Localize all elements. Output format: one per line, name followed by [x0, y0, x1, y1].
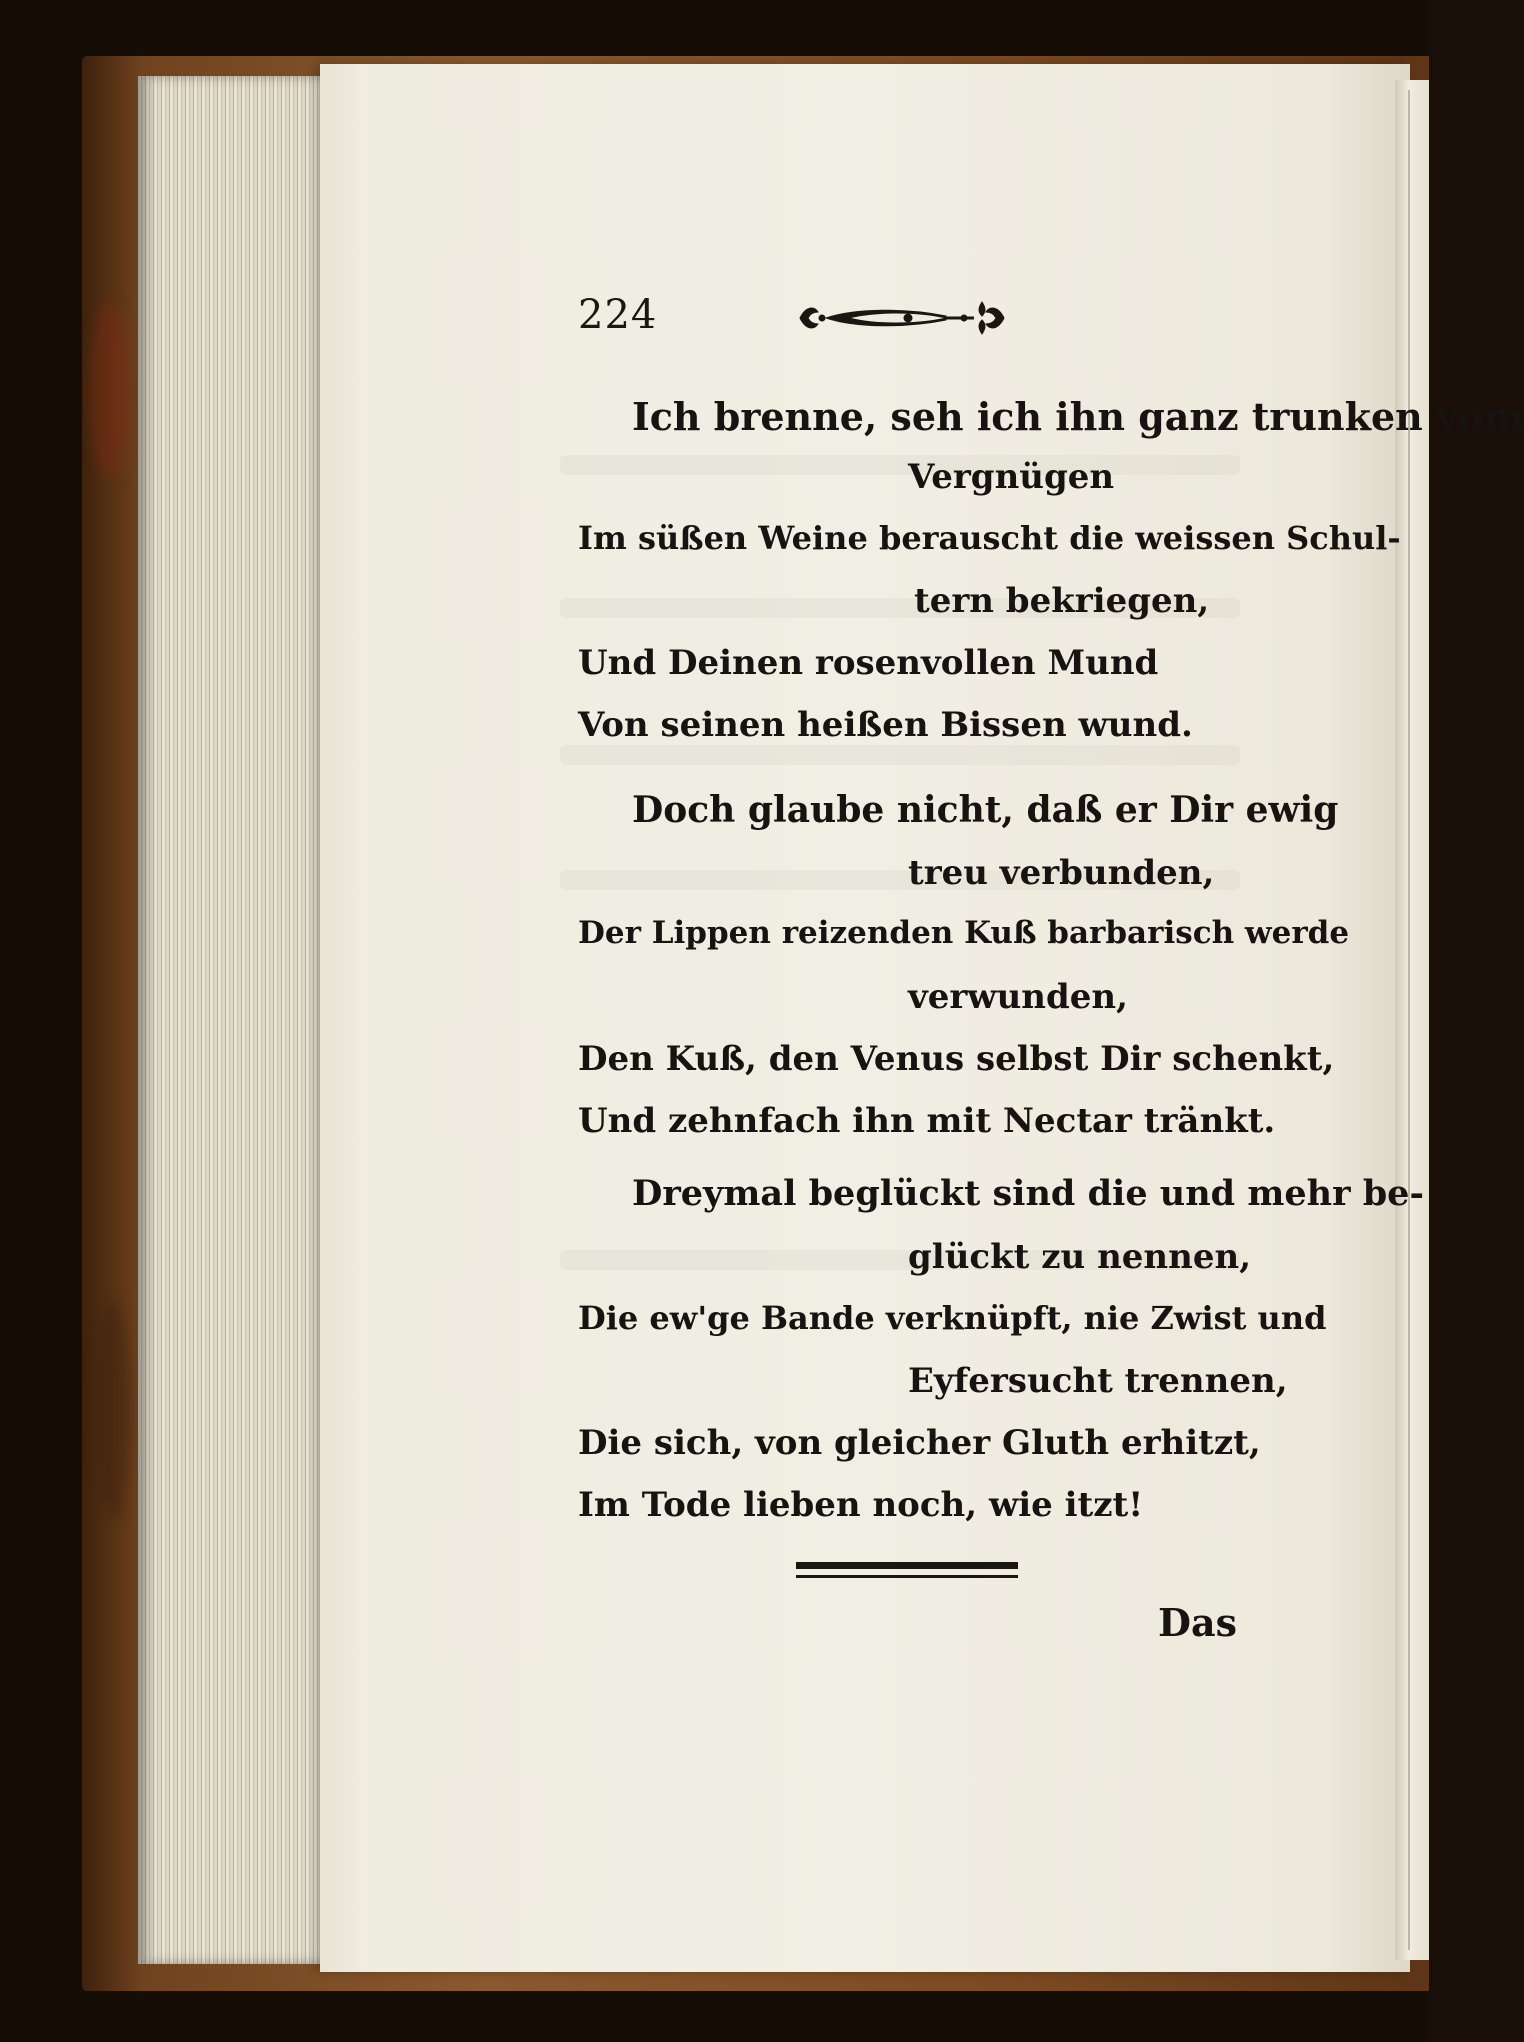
show-through [560, 455, 1240, 475]
page-gutter [1395, 80, 1429, 1960]
catchword: Das [1158, 1600, 1237, 1645]
verse-line: treu verbunden, [908, 853, 1215, 893]
show-through [560, 745, 1240, 765]
closing-rule [796, 1562, 1018, 1569]
cover-stain [95, 1300, 131, 1520]
verse-line: Ich brenne, seh ich ihn ganz trunken vom [632, 394, 1524, 439]
verse-line: Im Tode lieben noch, wie itzt! [578, 1485, 1144, 1525]
verse-line: Von seinen heißen Bissen wund. [578, 705, 1193, 745]
verse-line: glückt zu nennen, [908, 1237, 1252, 1277]
verse-line: Eyfersucht trennen, [908, 1361, 1288, 1401]
cover-stain [90, 300, 130, 480]
verse-line: tern bekriegen, [914, 581, 1210, 621]
verse-line: Doch glaube nicht, daß er Dir ewig [632, 789, 1339, 831]
page-number: 224 [578, 292, 658, 338]
verse-line: Dreymal beglückt sind die und mehr be- [632, 1173, 1424, 1214]
book-page [320, 64, 1410, 1972]
verse-line: Und zehnfach ihn mit Nectar tränkt. [578, 1101, 1276, 1141]
verse-line: Und Deinen rosenvollen Mund [578, 643, 1159, 683]
verse-line: Vergnügen [908, 457, 1115, 497]
closing-rule [796, 1575, 1018, 1578]
ornament-icon [796, 296, 1008, 340]
verse-line: Die ew'ge Bande verknüpft, nie Zwist und [578, 1299, 1327, 1337]
verse-line: verwunden, [908, 977, 1128, 1017]
verse-line: Der Lippen reizenden Kuß barbarisch werde [578, 915, 1350, 951]
page-edges [138, 76, 323, 1964]
verse-line: Die sich, von gleicher Gluth erhitzt, [578, 1423, 1261, 1463]
gutter-line [1408, 90, 1410, 1950]
verse-line: Den Kuß, den Venus selbst Dir schenkt, [578, 1039, 1335, 1079]
verse-line: Im süßen Weine berauscht die weissen Schul- [578, 519, 1401, 557]
